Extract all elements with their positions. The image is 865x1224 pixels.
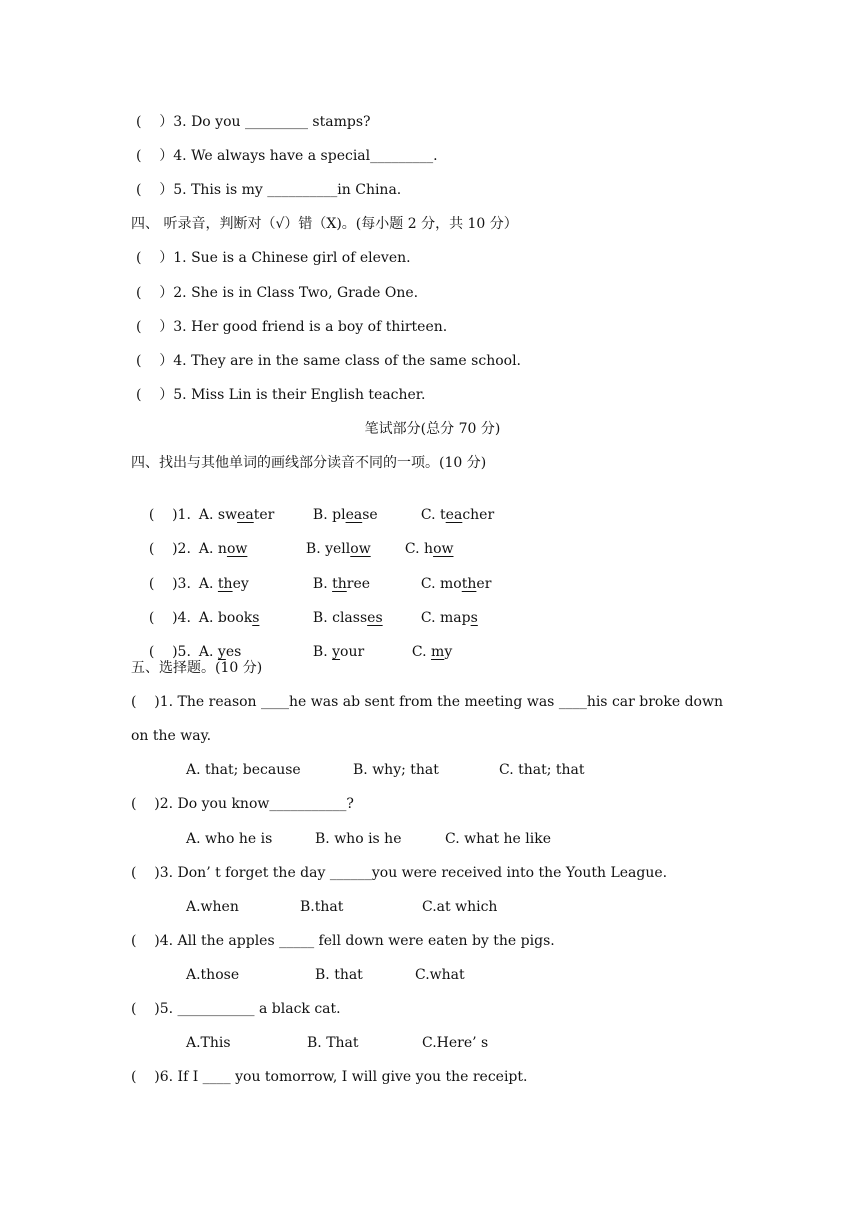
word-part: mo: [440, 576, 462, 592]
option-b: B. That: [307, 1035, 359, 1051]
true-false-item-5: ( ）5. Miss Lin is their English teacher.: [136, 387, 426, 403]
underlined-letters: th: [461, 576, 477, 592]
option-label: C.: [420, 576, 441, 592]
word-part: h: [424, 541, 434, 557]
option-b: B.that: [300, 899, 344, 915]
choice-q4-stem: ( )4. All the apples _____ fell down were eaten by the pigs.: [131, 933, 555, 949]
true-false-item-4: ( ）4. They are in the same class of the same school.: [136, 353, 521, 369]
option-a: [199, 540, 306, 558]
word-part: es: [225, 644, 242, 660]
item-prefix: ( )4.: [148, 610, 191, 626]
listening-item-5: ( ）5. This is my __________in China.: [136, 182, 402, 198]
option-label: A.: [198, 541, 218, 557]
option-b: B. who is he: [315, 831, 402, 847]
option-label: C.: [420, 507, 441, 523]
option-label: B.: [312, 644, 333, 660]
choice-q1-stem-continued: on the way.: [131, 728, 212, 744]
underlined-letters: ea: [445, 507, 463, 523]
option-label: A.: [198, 507, 218, 523]
word-part: map: [440, 610, 471, 626]
option-label: C.: [404, 541, 425, 557]
choice-q2-options: [186, 830, 551, 848]
underlined-letters: s: [470, 610, 478, 626]
true-false-item-1: ( ）1. Sue is a Chinese girl of eleven.: [136, 250, 411, 266]
underlined-letters: ea: [237, 507, 254, 523]
choice-q1-options: [186, 761, 585, 779]
word-part: t: [440, 507, 446, 523]
word-part: se: [362, 507, 378, 523]
underlined-letters: ow: [350, 541, 371, 557]
word-part: pl: [332, 507, 346, 523]
word-part: ree: [346, 576, 371, 592]
item-prefix: ( )3.: [148, 576, 191, 592]
underlined-letters: y: [217, 644, 226, 660]
underlined-letters: ea: [345, 507, 363, 523]
underlined-letters: m: [431, 644, 445, 660]
word-part: er: [476, 576, 492, 592]
option-a: A.when: [186, 899, 239, 915]
option-c: C.Here’ s: [422, 1035, 489, 1051]
choice-q3-options: [186, 898, 497, 916]
word-part: sw: [217, 507, 238, 523]
option-a: A. that; because: [186, 762, 301, 778]
option-b: [313, 643, 412, 661]
underlined-letters: es: [367, 610, 383, 626]
listening-item-3: ( ）3. Do you _________ stamps?: [136, 114, 371, 130]
option-c: C.at which: [422, 899, 498, 915]
word-part: ey: [232, 576, 249, 592]
section-heading-choice: 五、选择题。(10 分): [131, 660, 263, 676]
choice-q6-stem: ( )6. If I ____ you tomorrow, I will give you the receipt.: [131, 1069, 528, 1085]
underlined-letters: th: [217, 576, 233, 592]
item-prefix: ( )1.: [148, 507, 191, 523]
underlined-letters: th: [332, 576, 347, 592]
underlined-letters: ow: [226, 541, 248, 557]
word-part: yell: [325, 541, 351, 557]
word-part: book: [217, 610, 253, 626]
option-label: A.: [198, 644, 218, 660]
option-a: A. who he is: [186, 831, 273, 847]
option-label: B.: [312, 507, 333, 523]
listening-item-4: ( ）4. We always have a special_________.: [136, 148, 438, 164]
choice-q5-stem: ( )5. ___________ a black cat.: [131, 1001, 341, 1017]
choice-q2-stem: ( )2. Do you know___________?: [131, 796, 354, 812]
option-label: A.: [198, 576, 218, 592]
option-label: C.: [411, 644, 432, 660]
item-prefix: ( )2.: [148, 541, 191, 557]
word-part: y: [444, 644, 453, 660]
underlined-letters: ow: [433, 541, 454, 557]
choice-q4-options: [186, 966, 465, 984]
option-a: A.those: [186, 967, 240, 983]
phonetics-item-3: [131, 557, 492, 592]
option-a: A.This: [186, 1035, 231, 1051]
option-label: B.: [305, 541, 326, 557]
option-c: [412, 643, 452, 661]
option-label: C.: [420, 610, 441, 626]
underlined-letters: y: [332, 644, 341, 660]
word-part: cher: [462, 507, 495, 523]
true-false-item-3: ( ）3. Her good friend is a boy of thirteen.: [136, 319, 448, 335]
option-label: B.: [312, 576, 333, 592]
phonetics-item-1: [131, 488, 495, 523]
option-c: C. that; that: [499, 762, 585, 778]
choice-q5-options: [186, 1034, 488, 1052]
true-false-item-2: ( ）2. She is in Class Two, Grade One.: [136, 285, 419, 301]
word-part: class: [332, 610, 368, 626]
written-part-title: 笔试部分(总分 70 分): [364, 421, 501, 437]
option-c: [405, 540, 454, 558]
phonetics-item-5: [131, 625, 453, 660]
option-b: B. why; that: [353, 762, 439, 778]
phonetics-item-4: [131, 591, 478, 626]
option-label: A.: [198, 610, 218, 626]
choice-q1-stem: ( )1. The reason ____he was ab sent from the meeting was ____his car broke down: [131, 694, 723, 710]
phonetics-item-2: [131, 522, 454, 557]
option-b: [306, 540, 405, 558]
option-label: B.: [312, 610, 333, 626]
option-b: B. that: [315, 967, 363, 983]
section-heading-true-false: 四、 听录音，判断对（√）错（X)。(每小题 2 分，共 10 分）: [131, 216, 518, 232]
word-part: ter: [253, 507, 275, 523]
underlined-letters: s: [252, 610, 260, 626]
option-c: C. what he like: [445, 831, 552, 847]
word-part: n: [217, 541, 227, 557]
option-c: C.what: [415, 967, 465, 983]
word-part: our: [340, 644, 365, 660]
item-prefix: ( )5.: [148, 644, 191, 660]
choice-q3-stem: ( )3. Don’ t forget the day ______you were received into the Youth League.: [131, 865, 668, 881]
section-heading-phonetics: 四、找出与其他单词的画线部分读音不同的一项。(10 分): [131, 455, 487, 471]
